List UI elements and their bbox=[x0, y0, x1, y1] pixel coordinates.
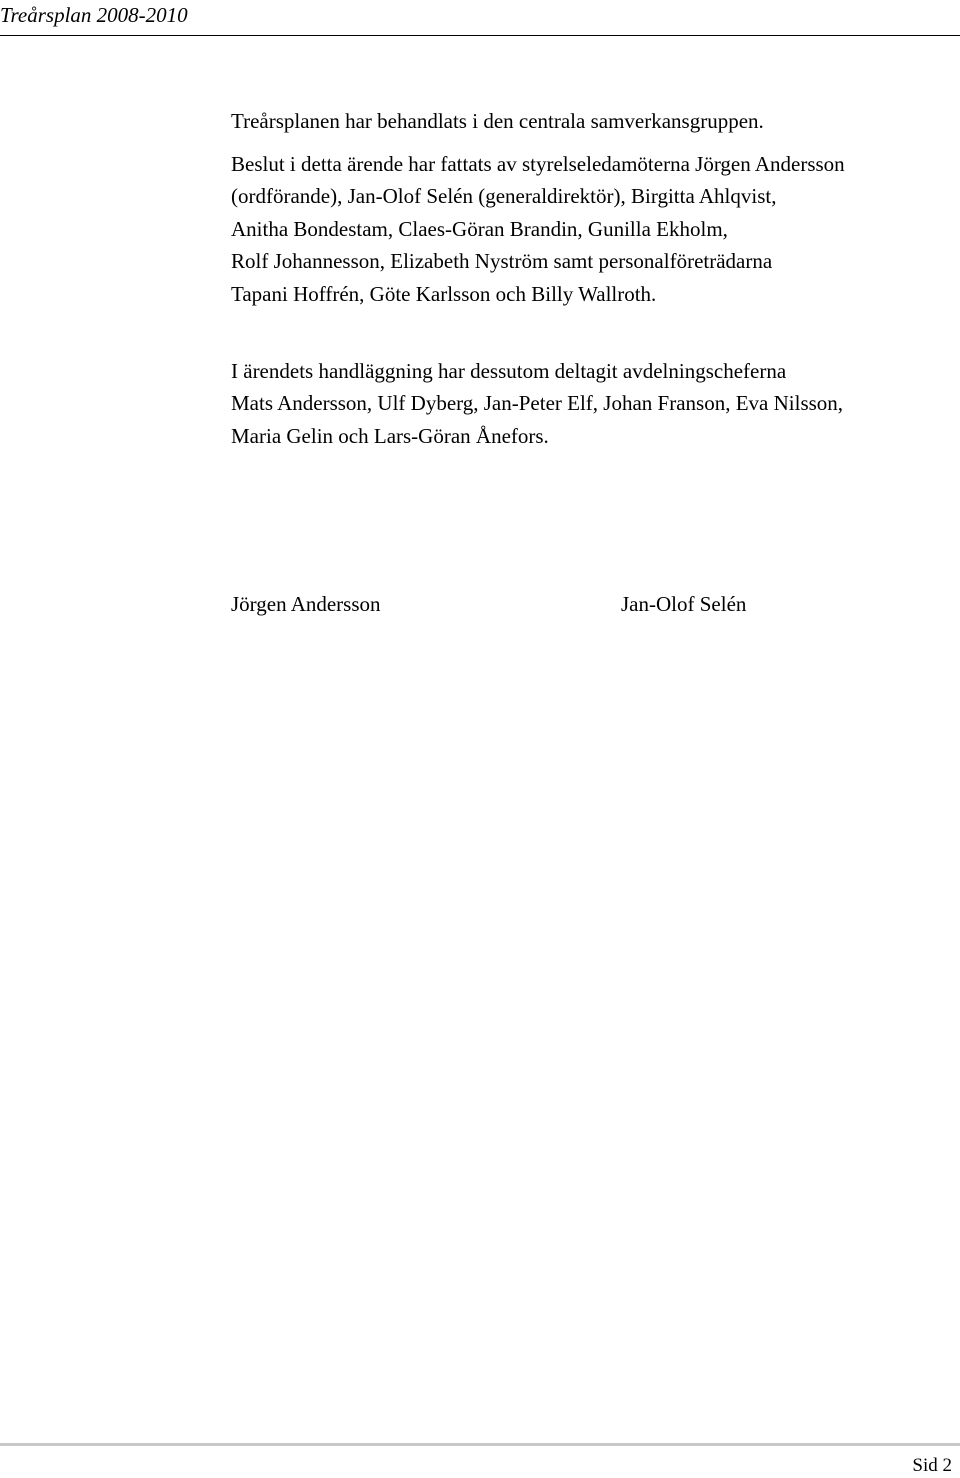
signature-left: Jörgen Andersson bbox=[231, 592, 381, 616]
paragraph-line: Beslut i detta ärende har fattats av styrelseledamöterna Jörgen Andersson bbox=[231, 152, 845, 176]
paragraph-line: Rolf Johannesson, Elizabeth Nyström samt personalföreträdarna bbox=[231, 249, 773, 274]
page-number: Sid 2 bbox=[912, 1455, 952, 1476]
footer-rule bbox=[0, 1443, 960, 1446]
header-title: Treårsplan 2008-2010 bbox=[0, 3, 188, 27]
paragraph-beslut bbox=[231, 148, 951, 310]
paragraph-line: Treårsplanen har behandlats i den centrala samverkansgruppen. bbox=[231, 109, 764, 133]
paragraph-line: I ärendets handläggning har dessutom deltagit avdelningscheferna bbox=[231, 359, 787, 383]
paragraph-handlaggning bbox=[231, 355, 951, 452]
paragraph-line: Mats Andersson, Ulf Dyberg, Jan-Peter Elf, Johan Franson, Eva Nilsson, bbox=[231, 391, 844, 416]
paragraph-line: Maria Gelin och Lars-Göran Ånefors. bbox=[231, 423, 549, 448]
paragraph-line: Anitha Bondestam, Claes-Göran Brandin, Gunilla Ekholm, bbox=[231, 216, 728, 241]
paragraph-line: Tapani Hoffrén, Göte Karlsson och Billy Wallroth. bbox=[231, 281, 657, 306]
paragraph-line: (ordförande), Jan-Olof Selén (generaldirektör), Birgitta Ahlqvist, bbox=[231, 184, 777, 209]
header-rule bbox=[0, 35, 960, 36]
paragraph-samverkan bbox=[231, 105, 951, 137]
signature-right: Jan-Olof Selén bbox=[621, 592, 747, 616]
